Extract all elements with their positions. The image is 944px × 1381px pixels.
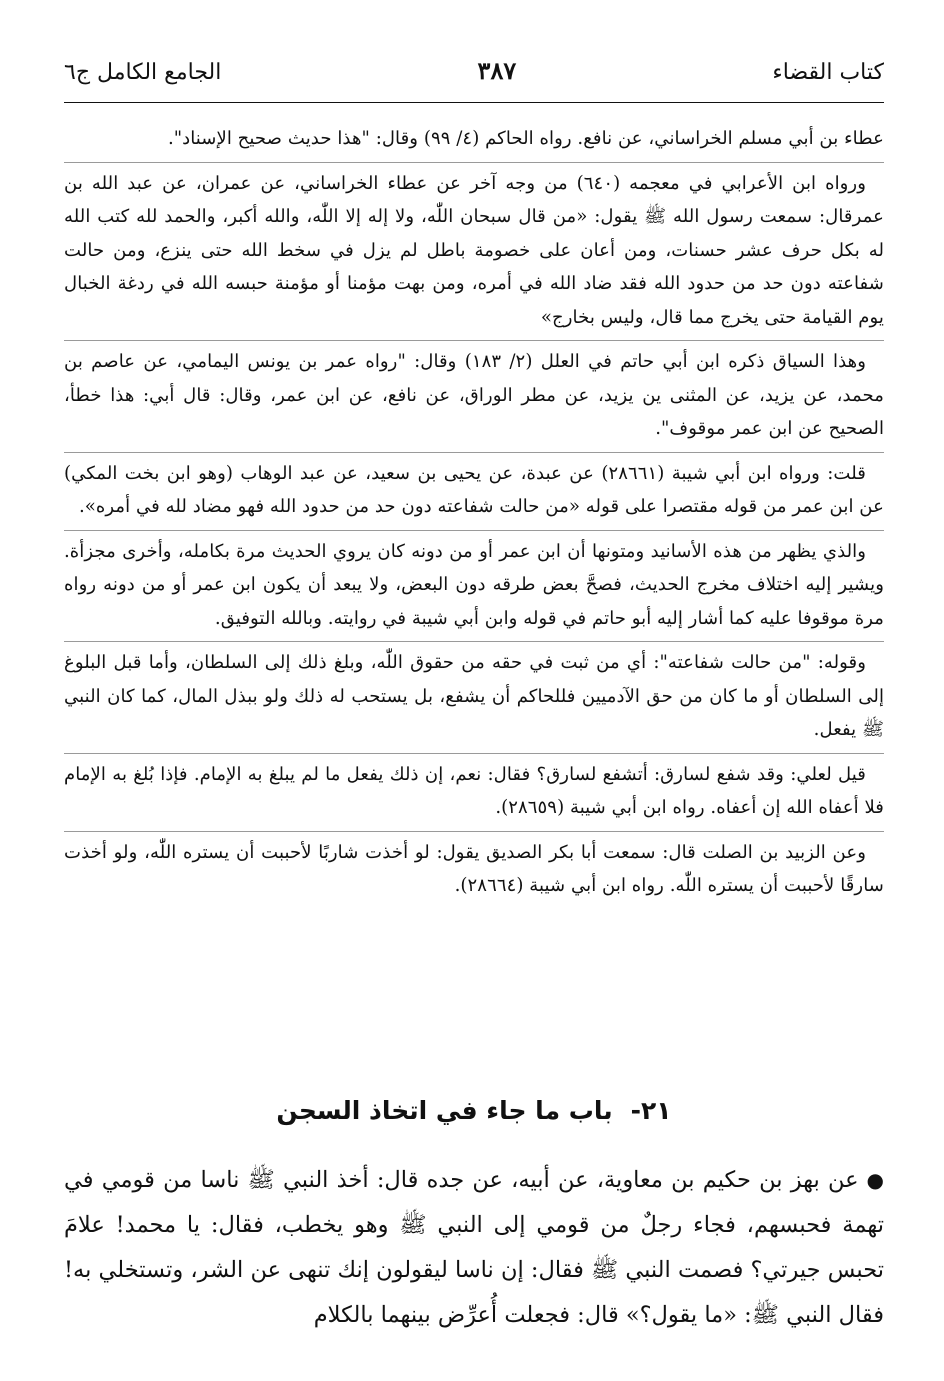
header-book-title: كتاب القضاء xyxy=(772,60,884,85)
header-volume-title: الجامع الكامل ج٦ xyxy=(64,60,222,85)
page-number: ٣٨٧ xyxy=(477,56,517,85)
chapter-title: باب ما جاء في اتخاذ السجن xyxy=(276,1096,613,1125)
header-rule xyxy=(64,102,884,103)
bullet-icon: ● xyxy=(866,1168,884,1192)
footnote-paragraph: وهذا السياق ذكره ابن أبي حاتم في العلل (٢/ ١٨٣) وقال: "رواه عمر بن يونس اليمامي، عن عاصم بن محمد، عن يزيد، عن المثنى ين يزيد، عن مطر الوراق، عن نافع، عن ابن عمر، وقال: قال أبي: هذا خطأ، الصحيح عن ابن عمر موقوف". xyxy=(64,341,884,453)
hadith-paragraph xyxy=(64,1158,884,1338)
hadith-text: عن بهز بن حكيم بن معاوية، عن أبيه، عن جده قال: أخذ النبي ﷺ ناسا من قومي في تهمة فحبسهم، فجاء رجلٌ من قومي إلى النبي ﷺ وهو يخطب، فقال: يا محمد! علامَ تحبس جيرتي؟ فصمت النبي ﷺ فقال: إن ناسا ليقولون إنك تنهى عن الشر، وتستخلي به! فقال النبي ﷺ: «ما يقول؟» قال: فجعلت أُعرِّض بينهما بالكلام xyxy=(64,1167,884,1328)
chapter-heading xyxy=(64,1096,884,1125)
chapter-number: ٢١- xyxy=(630,1096,672,1125)
footnote-paragraph: قيل لعلي: وقد شفع لسارق: أتشفع لسارق؟ فقال: نعم، إن ذلك يفعل ما لم يبلغ به الإمام. فإذا بُلغ به الإمام فلا أعفاه الله إن أعفاه. رواه ابن أبي شيبة (٢٨٦٥٩). xyxy=(64,754,884,832)
footnote-paragraph: عطاء بن أبي مسلم الخراساني، عن نافع. رواه الحاكم (٤/ ٩٩) وقال: "هذا حديث صحيح الإسناد". xyxy=(64,118,884,163)
footnote-paragraph: ورواه ابن الأعرابي في معجمه (٦٤٠) من وجه آخر عن عطاء الخراساني، عن عمران، عن عبد الله بن عمرقال: سمعت رسول الله ﷺ يقول: «من قال سبحان اللّٰه، ولا إله إلا اللّٰه، والله أكبر، والحمد لله كتب الله له بكل حرف عشر حسنات، ومن أعان على خصومة باطل لم يزل في سخط الله حتى ينزع، ومن حالت شفاعته دون حد من حدود الله فقد ضاد الله في أمره، ومن بهت مؤمنا أو مؤمنة حبسه الله في ردغة الخبال يوم القيامة حتى يخرج مما قال، وليس بخارج» xyxy=(64,163,884,342)
footnote-section xyxy=(64,118,884,909)
footnote-paragraph: والذي يظهر من هذه الأسانيد ومتونها أن ابن عمر أو من دونه كان يروي الحديث مرة بكامله، وأخرى مجزأة. ويشير إليه اختلاف مخرج الحديث، فصحَّ بعض طرقه دون البعض، ولا يبعد أن يكون ابن عمر أو من دونه رواه مرة موقوفا عليه كما أشار إليه أبو حاتم في قوله وابن أبي شيبة في روايته. وبالله التوفيق. xyxy=(64,531,884,643)
footnote-paragraph: وقوله: "من حالت شفاعته": أي من ثبت في حقه من حقوق اللّٰه، وبلغ ذلك إلى السلطان، وأما قبل البلوغ إلى السلطان أو ما كان من حق الآدميين فللحاكم أن يشفع، بل يستحب له ذلك ولو ببذل المال، كما كان النبي ﷺ يفعل. xyxy=(64,642,884,754)
page-header xyxy=(64,56,884,85)
footnote-paragraph: قلت: ورواه ابن أبي شيبة (٢٨٦٦١) عن عبدة، عن يحيى بن سعيد، عن عبد الوهاب (وهو ابن بخت المكي) عن ابن عمر من قوله مقتصرا على قوله «من حالت شفاعته دون حد من حدود الله فهو مضاد لله في أمره». xyxy=(64,453,884,531)
footnote-paragraph: وعن الزبيد بن الصلت قال: سمعت أبا بكر الصديق يقول: لو أخذت شاربًا لأحببت أن يستره اللّٰه، ولو أخذت سارقًا لأحببت أن يستره اللّٰه. رواه ابن أبي شيبة (٢٨٦٦٤). xyxy=(64,841,884,896)
